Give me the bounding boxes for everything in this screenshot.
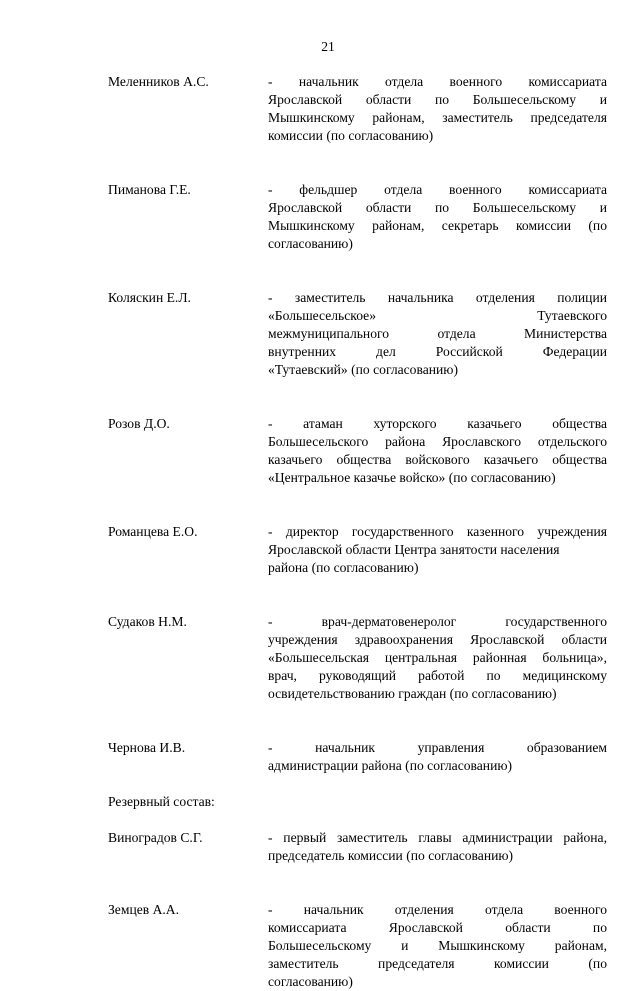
member-role-line: - первый заместитель главы администрации района, [268,830,607,845]
member-role-line: врач, руководящий работой по медицинскому [268,668,607,683]
member-role-line: - начальник отдела военного комиссариата [268,74,607,89]
member-role [268,289,607,379]
member-row [108,829,607,865]
member-row [108,73,607,145]
member-row [108,739,607,775]
member-role-line: комиссариата Ярославской области по [268,920,607,935]
member-role [268,829,607,865]
member-name: Пиманова Г.Е. [108,182,191,197]
member-name: Судаков Н.М. [108,614,187,629]
member-role-line: Ярославской области по Большесельскому и [268,200,607,215]
member-role-line: согласованию) [268,236,353,251]
member-name: Чернова И.В. [108,740,186,755]
member-name: Коляскин Е.Л. [108,290,191,305]
member-row [108,523,607,577]
member-role-line: учреждения здравоохранения Ярославской области [268,632,607,647]
member-row [108,181,607,253]
member-role-line: «Тутаевский» (по согласованию) [268,362,458,377]
member-role-line: - начальник управления образованием [268,740,607,755]
commission-member-list [108,73,607,991]
member-role-line: межмуниципального отдела Министерства [268,326,607,341]
member-role [268,613,607,703]
member-role [268,523,607,577]
member-name: Розов Д.О. [108,416,170,431]
member-role [268,181,607,253]
member-role-line: - начальник отделения отдела военного [268,902,607,917]
member-row [108,613,607,703]
member-row [108,415,607,487]
member-role-line: администрации района (по согласованию) [268,758,513,773]
member-role-line: «Большесельская центральная районная больница», [268,650,607,665]
member-role-line: согласованию) [268,974,353,989]
member-name: Земцев А.А. [108,902,180,917]
member-role [268,739,607,775]
member-role [268,73,607,145]
member-role-line: «Большесельское» Тутаевского [268,308,607,323]
member-role-line: председатель комиссии (по согласованию) [268,848,514,863]
reserve-heading: Резервный состав: [108,794,215,809]
member-name: Меленников А.С. [108,74,209,89]
member-row [108,901,607,991]
member-role-line: - директор государственного казенного учреждения [268,524,607,539]
member-role-line: освидетельствованию граждан (по согласованию) [268,686,557,701]
member-role [268,901,607,991]
member-role-line: Ярославской области Центра занятости населения [268,542,560,557]
member-name: Виноградов С.Г. [108,830,203,845]
member-role-line: Мышкинскому районам, секретарь комиссии (по [268,218,607,233]
member-role [268,415,607,487]
member-role-line: внутренних дел Российской Федерации [268,344,607,359]
member-role-line: Большесельского района Ярославского отдельского [268,434,607,449]
member-role-line: заместитель председателя комиссии (по [268,956,607,971]
member-role-line: казачьего общества войскового казачьего общества [268,452,607,467]
member-role-line: Мышкинскому районам, заместитель председателя [268,110,607,125]
member-role-line: района (по согласованию) [268,560,419,575]
member-role-line: Большесельскому и Мышкинскому районам, [268,938,607,953]
member-role-line: - заместитель начальника отделения полиции [268,290,607,305]
member-role-line: «Центральное казачье войско» (по согласованию) [268,470,556,485]
member-role-line: - фельдшер отдела военного комиссариата [268,182,607,197]
member-name: Романцева Е.О. [108,524,198,539]
member-role-line: - атаман хуторского казачьего общества [268,416,607,431]
page-number: 21 [321,39,335,54]
member-role-line: - врач-дерматовенеролог государственного [268,614,607,629]
member-row [108,289,607,379]
member-role-line: Ярославской области по Большесельскому и [268,92,607,107]
member-role-line: комиссии (по согласованию) [268,128,434,143]
